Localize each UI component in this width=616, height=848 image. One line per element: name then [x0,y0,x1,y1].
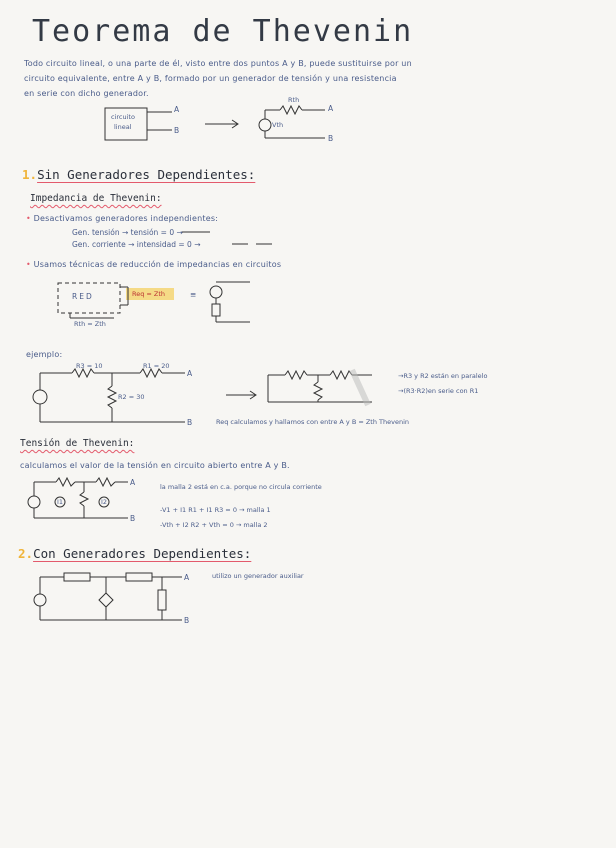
note-parallel: →R3 y R2 están en paralelo [398,372,488,380]
gen-tension-line: Gen. tensión → tensión = 0 → [72,228,183,237]
r1-label: R1 = 20 [143,362,170,370]
note-series: →(R3·R2)en serie con R1 [398,387,479,395]
resistor-1-icon [64,573,90,581]
example-terminal-b: B [187,418,193,427]
section-1-title: Sin Generadores Dependientes: [37,167,256,182]
bullet-1: • Desactivamos generadores independientes: [26,214,219,223]
page-title: Teorema de Thevenin [32,14,414,49]
tension-text: calculamos el valor de la tensión en circuito abierto entre A y B. [20,461,290,470]
independent-source-icon [34,594,46,606]
section-1-number: 1. [22,167,38,182]
terminal-a-label: A [174,105,180,114]
terminal-b-label: B [174,126,180,135]
red-label: RED [72,292,94,301]
equation-1: -V1 + I1 R1 + I1 R3 = 0 → malla 1 [160,506,271,514]
aux-generator-note: utilizo un generador auxiliar [212,572,304,580]
impedancia-heading: Impedancia de Thevenin: [30,193,162,204]
section-2-number: 2. [18,546,34,561]
s2-terminal-b: B [184,616,190,625]
box-label-2: lineal [114,123,132,131]
equivalence-symbol: ≡ [190,290,197,299]
malla-text: la malla 2 está en c.a. porque no circula corriente [160,483,322,491]
vth-label: Vth [272,121,284,129]
s2-terminal-a: A [184,573,190,582]
intro-line-3: en serie con dicho generador. [24,89,149,98]
bullet-2: • Usamos técnicas de reducción de impedancias en circuitos [26,260,282,269]
box-label-1: circuito [111,113,135,121]
example-terminal-a: A [187,369,193,378]
intro-line-2: circuito equivalente, entre A y B, formado por un generador de tensión y una resistencia [24,74,397,83]
terminal-b2-label: B [328,134,334,143]
bullet-2-text: Usamos técnicas de reducción de impedancias en circuitos [33,260,282,269]
rth-label: Rth [288,96,300,104]
resistor-2-icon [126,573,152,581]
terminal-a2-label: A [328,104,334,113]
section-2-title: Con Generadores Dependientes: [33,546,252,561]
resistor-3-icon [158,590,166,610]
note-req: Req calculamos y hallamos con entre A y B = Zth Thevenin [216,418,410,426]
intro-line-1: Todo circuito lineal, o una parte de él, visto entre dos puntos A y B, puede sustituirse por un [24,59,412,68]
ejemplo-label: ejemplo: [26,350,63,359]
i2-label: I2 [101,498,108,506]
i1-label: I1 [57,498,64,506]
mesh-terminal-a: A [130,478,136,487]
dependent-source-icon [99,593,113,607]
rth-equation: Rth = Zth [74,320,106,328]
gen-corriente-line: Gen. corriente → intensidad = 0 → [72,240,201,249]
equation-2: -Vth + I2 R2 + Vth = 0 → malla 2 [160,521,268,529]
req-label: Req = Zth [132,290,166,298]
mesh-terminal-b: B [130,514,136,523]
r2-label: R2 = 30 [118,393,145,401]
tension-heading: Tensión de Thevenin: [20,438,135,449]
r3-label: R3 = 10 [76,362,103,370]
bullet-1-text: Desactivamos generadores independientes: [33,214,219,223]
